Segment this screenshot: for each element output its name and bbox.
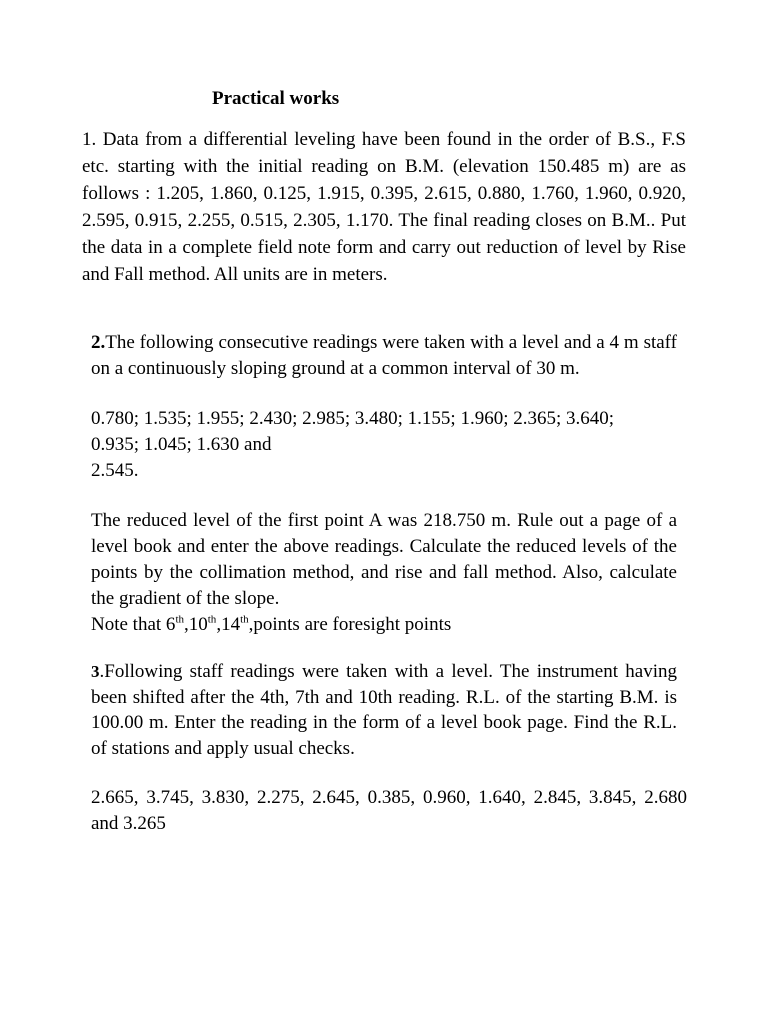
question-3-number: 3 — [91, 662, 100, 681]
question-3-readings: 2.665, 3.745, 3.830, 2.275, 2.645, 0.385, 0.960, 1.640, 2.845, 3.845, 2.680 and 3.265 — [91, 787, 687, 834]
question-2-note — [91, 612, 677, 638]
question-1 — [82, 126, 686, 288]
question-2-number: 2. — [91, 332, 106, 353]
question-1-text: 1. Data from a differential leveling have been found in the order of B.S., F.S etc. starting with the initial reading on B.M. (elevation 150.485 m) are as follows : 1.205, 1.860, 0.125, 1.915, 0.395, 2.615, 0.880, 1.760, 1.960, 0.920, 2.595, 0.915, 2.255, 0.515, 2.305, 1.170. The final reading closes on B.M.. Put the data in a complete field note form and carry out reduction of level by Rise and Fall method. All units are in meters. — [82, 129, 686, 285]
note-superscript-2: th — [207, 613, 217, 626]
spacer — [91, 761, 677, 785]
question-2 — [91, 330, 677, 638]
spacer — [91, 484, 677, 508]
page-title: Practical works — [212, 88, 340, 109]
question-3 — [91, 659, 687, 836]
question-3-intro: .Following staff readings were taken with a level. The instrument having been shifted after the 4th, 7th and 10th reading. R.L. of the starting B.M. is 100.00 m. Enter the reading in the form of a level book page. Find the R.L. of stations and apply usual checks. — [91, 661, 677, 759]
question-3-intro-paragraph — [91, 659, 677, 761]
question-2-task: The reduced level of the first point A was 218.750 m. Rule out a page of a level book and enter the above readings. Calculate the reduced levels of the points by the collimation method, and rise and fall method. Also, calculate the gradient of the slope. — [91, 510, 677, 609]
question-2-readings — [91, 406, 677, 484]
note-text-2: ,10 — [184, 614, 208, 635]
question-2-intro-paragraph — [91, 330, 677, 382]
spacer — [91, 382, 677, 406]
note-superscript-3: th — [240, 613, 249, 626]
readings-line-1: 0.780; 1.535; 1.955; 2.430; 2.985; 3.480; 1.155; 1.960; 2.365; 3.640; — [91, 408, 615, 429]
note-text-1: Note that 6 — [91, 614, 176, 635]
readings-line-2: 0.935; 1.045; 1.630 and — [91, 434, 272, 455]
note-text-4: ,points are foresight points — [248, 614, 452, 635]
note-text-3: ,14 — [216, 614, 241, 635]
readings-line-3: 2.545. — [91, 460, 139, 481]
note-superscript-1: th — [175, 613, 184, 626]
question-2-intro: The following consecutive readings were taken with a level and a 4 m staff on a continuously sloping ground at a common interval of 30 m. — [91, 332, 677, 379]
